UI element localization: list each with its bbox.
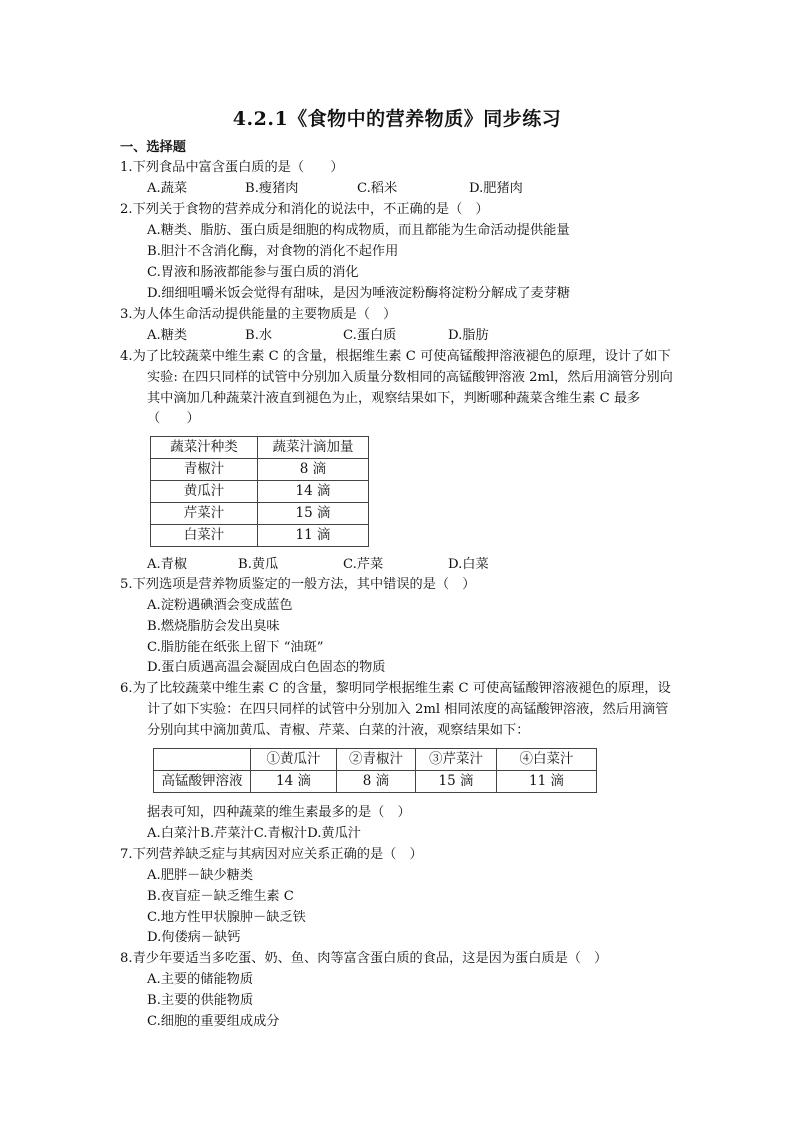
q4-option-b: B.黄瓜 bbox=[238, 557, 279, 572]
question-1-stem: 1.下列食品中富含蛋白质的是（ ） bbox=[120, 160, 344, 175]
q8-option-b: B.主要的供能物质 bbox=[147, 993, 254, 1008]
question-5-stem: 5.下列选项是营养物质鉴定的一般方法，其中错误的是（ ） bbox=[120, 577, 476, 592]
table-cell: 8 滴 bbox=[337, 771, 416, 793]
table-cell: 11 滴 bbox=[258, 525, 369, 547]
q5-option-d: D.蛋白质遇高温会凝固成白色固态的物质 bbox=[147, 660, 386, 675]
question-3-stem: 3.为人体生命活动提供能量的主要物质是（ ） bbox=[120, 307, 397, 322]
table-header-cell: ④白菜汁 bbox=[497, 749, 597, 771]
table-cell: 14 滴 bbox=[258, 481, 369, 503]
table-header-cell bbox=[154, 749, 251, 771]
q2-option-d: D.细细咀嚼米饭会觉得有甜味，是因为唾液淀粉酶将淀粉分解成了麦芽糖 bbox=[147, 286, 571, 301]
q4-option-a: A.青椒 bbox=[147, 557, 188, 572]
table-cell: 15 滴 bbox=[416, 771, 497, 793]
question-6-line-3: 分别向其中滴加黄瓜、青椒、芹菜、白菜的汁液，观察结果如下： bbox=[147, 723, 530, 738]
question-4-line-1: 4.为了比较蔬菜中维生素 C 的含量，根据维生素 C 可使高锰酸押溶液褪色的原理，设计了如下 bbox=[120, 349, 671, 364]
q1-option-a: A.蔬菜 bbox=[147, 181, 188, 196]
table-header-row bbox=[154, 749, 597, 771]
q7-option-b: B.夜盲症－缺乏维生素 C bbox=[147, 889, 294, 904]
q1-option-b: B.瘦猪肉 bbox=[245, 181, 299, 196]
q4-data-table bbox=[150, 436, 369, 547]
question-6-followup: 据表可知，四种蔬菜的维生素最多的是（ ） bbox=[147, 805, 411, 820]
table-cell: 芹菜汁 bbox=[151, 503, 258, 525]
q3-option-b: B.水 bbox=[245, 328, 273, 343]
q6-data-table bbox=[153, 748, 597, 793]
table-cell: 白菜汁 bbox=[151, 525, 258, 547]
table-cell: 8 滴 bbox=[258, 459, 369, 481]
question-7-stem: 7.下列营养缺乏症与其病因对应关系正确的是（ ） bbox=[120, 847, 423, 862]
question-4-line-4: （ ） bbox=[147, 411, 200, 426]
table-row bbox=[154, 771, 597, 793]
q3-option-d: D.脂肪 bbox=[448, 328, 489, 343]
question-4-line-2: 实验: 在四只同样的试管中分别加入质量分数相同的高锰酸钾溶液 2ml，然后用滴管分别向 bbox=[147, 370, 673, 385]
q3-option-c: C.蛋白质 bbox=[343, 328, 397, 343]
table-row bbox=[151, 525, 369, 547]
q2-option-b: B.胆汁不含消化酶，对食物的消化不起作用 bbox=[147, 244, 399, 259]
q1-option-c: C.稻米 bbox=[357, 181, 398, 196]
question-4-line-3: 其中滴加几种蔬菜汁液直到褪色为止，观察结果如下，判断哪种蔬菜含维生素 C 最多 bbox=[147, 391, 641, 406]
table-header-row bbox=[151, 437, 369, 459]
q7-option-d: D.佝偻病－缺钙 bbox=[147, 930, 241, 945]
question-2-stem: 2.下列关于食物的营养成分和消化的说法中，不正确的是（ ） bbox=[120, 202, 489, 217]
q3-option-a: A.糖类 bbox=[147, 328, 188, 343]
table-header-cell: 蔬菜汁滴加量 bbox=[258, 437, 369, 459]
page-title: 4.2.1《食物中的营养物质》同步练习 bbox=[232, 108, 562, 130]
table-cell: 青椒汁 bbox=[151, 459, 258, 481]
q4-option-d: D.白菜 bbox=[448, 557, 489, 572]
question-6-line-1: 6.为了比较蔬菜中维生素 C 的含量，黎明同学根据维生素 C 可使高锰酸钾溶液褪色的原理，设 bbox=[120, 681, 671, 696]
q5-option-a: A.淀粉遇碘酒会变成蓝色 bbox=[147, 598, 293, 613]
table-header-cell: ③芹菜汁 bbox=[416, 749, 497, 771]
table-row bbox=[151, 503, 369, 525]
q7-option-a: A.肥胖－缺少糖类 bbox=[147, 868, 254, 883]
table-row bbox=[151, 459, 369, 481]
question-6-line-2: 计了如下实验：在四只同样的试管中分别加入 2ml 相同浓度的高锰酸钾溶液，然后用滴管 bbox=[147, 702, 669, 717]
table-cell: 14 滴 bbox=[251, 771, 337, 793]
q2-option-a: A.糖类、脂肪、蛋白质是细胞的构成物质，而且都能为生命活动提供能量 bbox=[147, 223, 570, 238]
table-cell: 11 滴 bbox=[497, 771, 597, 793]
table-cell: 15 滴 bbox=[258, 503, 369, 525]
table-header-cell: 蔬菜汁种类 bbox=[151, 437, 258, 459]
q5-option-b: B.燃烧脂肪会发出臭味 bbox=[147, 619, 280, 634]
table-header-cell: ①黄瓜汁 bbox=[251, 749, 337, 771]
question-8-stem: 8.青少年要适当多吃蛋、奶、鱼、肉等富含蛋白质的食品，这是因为蛋白质是（ ） bbox=[120, 951, 608, 966]
q2-option-c: C.胃液和肠液都能参与蛋白质的消化 bbox=[147, 265, 359, 280]
q5-option-c: C.脂肪能在纸张上留下 “油斑” bbox=[147, 640, 324, 655]
table-row bbox=[151, 481, 369, 503]
q7-option-c: C.地方性甲状腺肿－缺乏铁 bbox=[147, 910, 306, 925]
section-heading: 一、选择题 bbox=[120, 140, 186, 155]
q1-option-d: D.肥猪肉 bbox=[469, 181, 523, 196]
table-cell: 高锰酸钾溶液 bbox=[154, 771, 251, 793]
table-header-cell: ②青椒汁 bbox=[337, 749, 416, 771]
q6-options: A.白菜汁B.芹菜汁C.青椒汁D.黄瓜汁 bbox=[147, 826, 361, 841]
q4-option-c: C.芹菜 bbox=[343, 557, 384, 572]
q8-option-c: C.细胞的重要组成成分 bbox=[147, 1014, 280, 1029]
table-cell: 黄瓜汁 bbox=[151, 481, 258, 503]
q8-option-a: A.主要的储能物质 bbox=[147, 972, 254, 987]
